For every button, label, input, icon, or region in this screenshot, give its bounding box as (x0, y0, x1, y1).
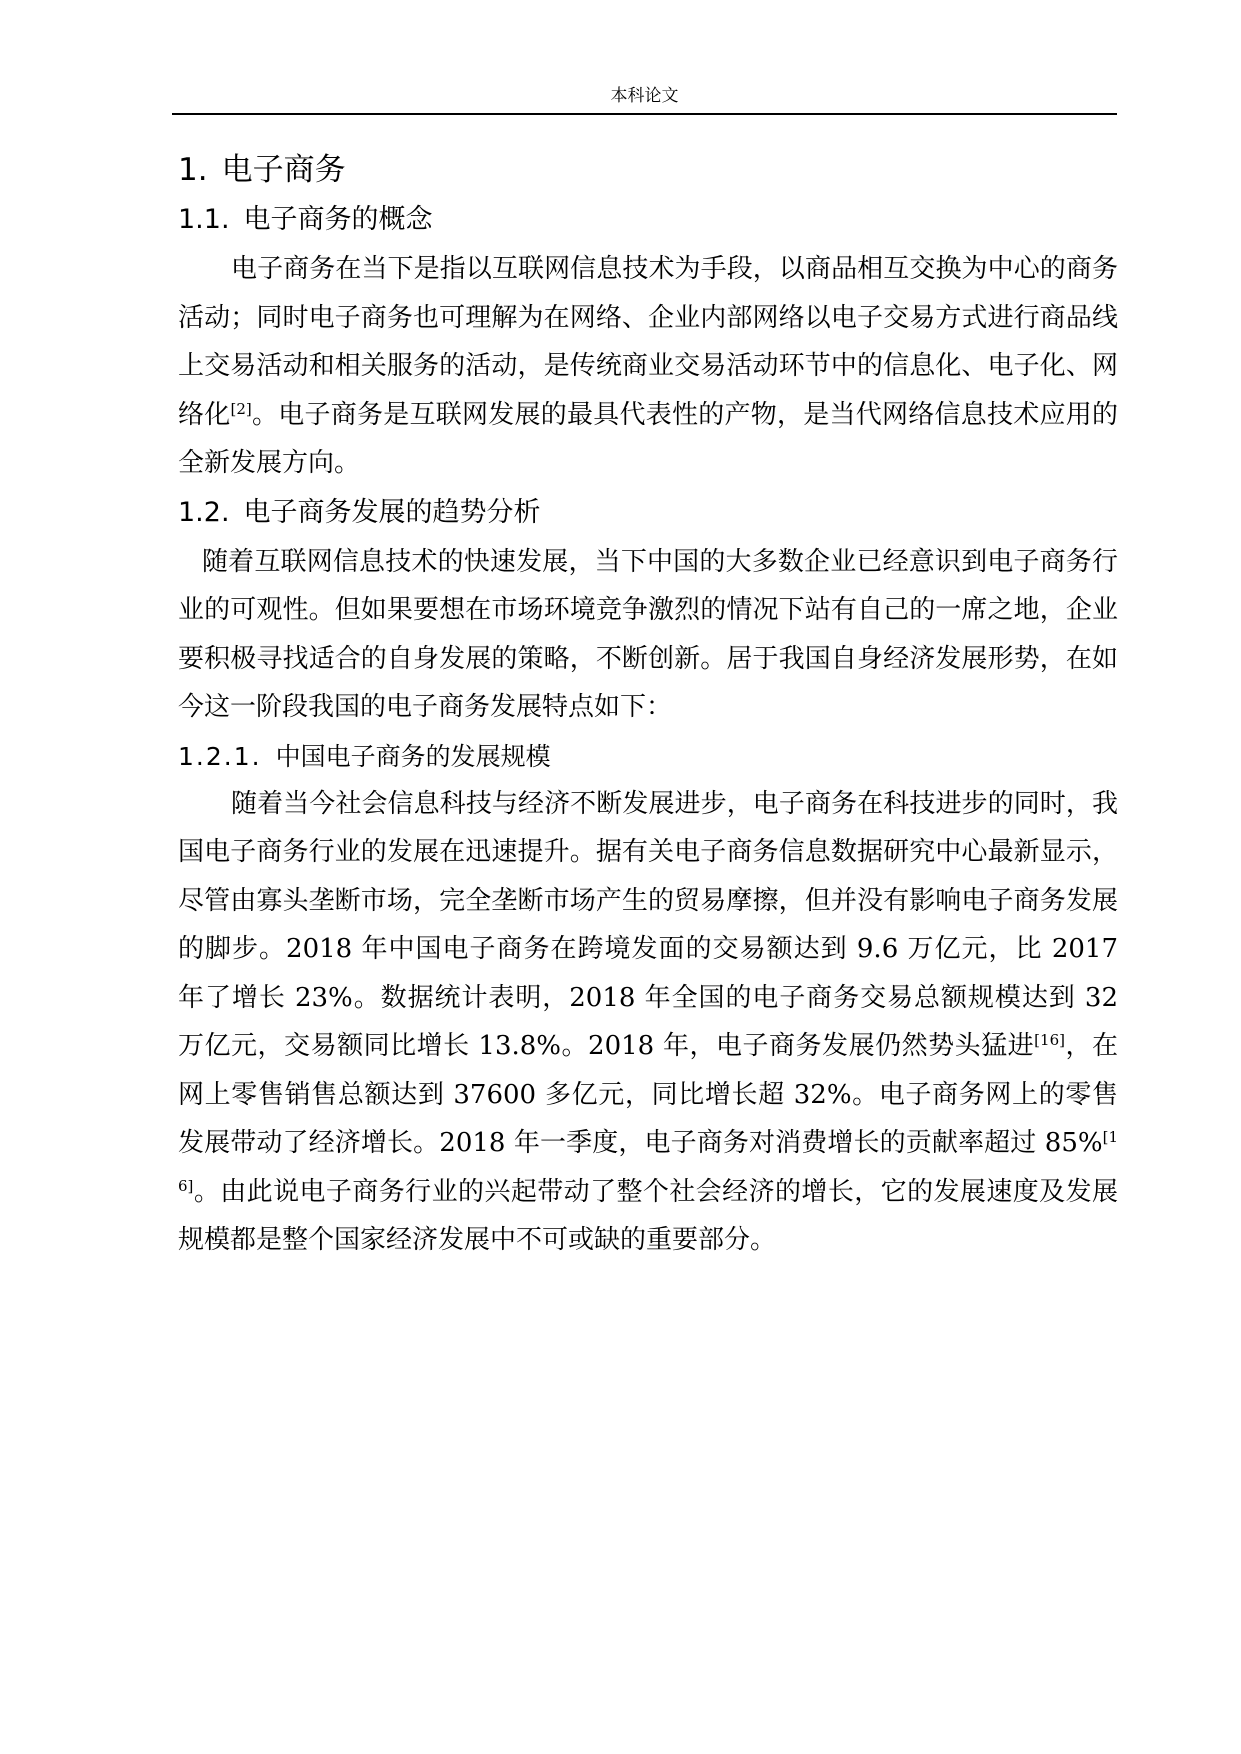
section-title: 中国电子商务的发展规模 (275, 741, 551, 771)
citation-ref: [16] (178, 1128, 1118, 1195)
header-divider (172, 113, 1117, 115)
section-1-2-1-heading (178, 736, 1118, 778)
citation-ref: [2] (230, 399, 252, 418)
section-number: 1.2. (178, 496, 230, 528)
paragraph-text: 。由此说电子商务行业的兴起带动了整个社会经济的增长，它的发展速度及发展规模都是整个国家经济发展中不可或缺的重要部分。 (178, 1176, 1118, 1255)
paper-body (178, 147, 1118, 1269)
section-1-heading (178, 147, 1118, 193)
section-title: 电子商务 (221, 152, 346, 188)
paragraph-text: 随着当今社会信息科技与经济不断发展进步，电子商务在科技进步的同时，我国电子商务行业的发展在迅速提升。据有关电子商务信息数据研究中心最新显示，尽管由寡头垄断市场，完全垄断市场产生的贸易摩擦，但并没有影响电子商务发展的脚步。2018 年中国电子商务在跨境发面的交易额达到 9.6 万亿元，比 2017 年了增长 23%。数据统计表明，2018 年全国的电子商务交易总额规模达到 32 万亿元，交易额同比增长 13.8%。2018 年，电子商务发展仍然势头猛进 (178, 788, 1118, 1061)
citation-ref: [16] (1034, 1031, 1065, 1049)
section-1-2-1-paragraph (178, 780, 1118, 1265)
section-number: 1. (178, 152, 208, 188)
section-1-1-heading (178, 199, 1118, 241)
section-1-2-heading (178, 492, 1118, 534)
section-1-1-paragraph (178, 245, 1118, 488)
section-1-2-paragraph: 随着互联网信息技术的快速发展，当下中国的大多数企业已经意识到电子商务行业的可观性。但如果要想在市场环境竞争激烈的情况下站有自己的一席之地，企业要积极寻找适合的自身发展的策略，不断创新。居于我国自身经济发展形势，在如今这一阶段我国的电子商务发展特点如下： (178, 546, 1118, 722)
paragraph-text: 电子商务在当下是指以互联网信息技术为手段，以商品相互交换为中心的商务活动；同时电子商务也可理解为在网络、企业内部网络以电子交易方式进行商品线上交易活动和相关服务的活动，是传统商业交易活动环节中的信息化、电子化、网络化 (178, 254, 1118, 430)
section-title: 电子商务发展的趋势分析 (243, 496, 541, 528)
section-title: 电子商务的概念 (243, 204, 433, 235)
section-number: 1.2.1. (178, 741, 262, 771)
section-number: 1.1. (178, 204, 230, 235)
paragraph-text: 。电子商务是互联网发展的最具代表性的产物，是当代网络信息技术应用的全新发展方向。 (178, 399, 1118, 478)
paragraph-text: ，在网上零售销售总额达到 37600 多亿元，同比增长超 32%。电子商务网上的零售发展带动了经济增长。2018 年一季度，电子商务对消费增长的贡献率超过 85% (178, 1031, 1118, 1158)
page-header: 本科论文 (610, 86, 679, 106)
